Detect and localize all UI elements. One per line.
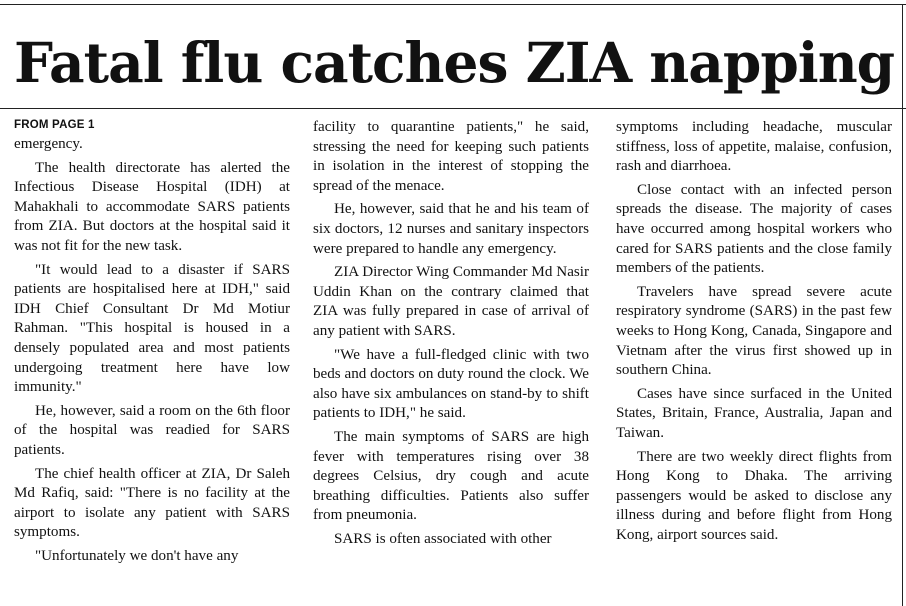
paragraph: ZIA Director Wing Commander Md Nasir Uddin Khan on the contrary claimed that ZIA was fully prepared in case of arrival of any patient with SARS. xyxy=(313,264,589,339)
paragraph: facility to quarantine patients," he said, stressing the need for keeping such patients in isolation in the interest of stopping the spread of the menace. xyxy=(313,119,589,194)
paragraph: "Unfortunately we don't have any xyxy=(35,547,239,564)
paragraph: The chief health officer at ZIA, Dr Saleh Md Rafiq, said: "There is no facility at the airport to isolate any patient with SARS symptoms. xyxy=(14,465,290,541)
column-2 xyxy=(313,118,589,553)
right-edge-rule xyxy=(902,4,903,606)
headline: Fatal flu catches ZIA napping xyxy=(14,30,895,95)
paragraph: He, however, said that he and his team of six doctors, 12 nurses and sanitary inspectors were prepared to handle any emergency. xyxy=(313,201,589,257)
paragraph: "We have a full-fledged clinic with two beds and doctors on duty round the clock. We also have six ambulances on stand-by to shift patients to IDH," he said. xyxy=(313,346,589,422)
paragraph: Close contact with an infected person spreads the disease. The majority of cases have occurred among hospital workers who cared for SARS patients and the close family members of the patients. xyxy=(616,181,892,277)
paragraph: The health directorate has alerted the Infectious Disease Hospital (IDH) at Mahakhali to accommodate SARS patients from ZIA. But doctors at the hospital said it was not fit for the new task. xyxy=(14,159,290,254)
column-1 xyxy=(14,135,290,570)
paragraph: "It would lead to a disaster if SARS patients are hospitalised here at IDH," said IDH Chief Consultant Dr Md Motiur Rahman. "This hospital is housed in a densely populated area and most patients undergoing treatment here have low immunity." xyxy=(14,261,290,396)
paragraph: symptoms including headache, muscular stiffness, loss of appetite, malaise, confusion, rash and diarrhoea. xyxy=(616,119,892,175)
paragraph: SARS is often associated with other xyxy=(334,530,552,547)
paragraph: Travelers have spread severe acute respiratory syndrome (SARS) in the past few weeks to Hong Kong, Canada, Singapore and Vietnam after the virus first showed up in southern China. xyxy=(616,283,892,379)
kicker-from-page-1: FROM PAGE 1 xyxy=(14,119,95,131)
paragraph: emergency. xyxy=(14,136,83,152)
paragraph: Cases have since surfaced in the United States, Britain, France, Australia, Japan and Taiwan. xyxy=(616,385,892,441)
paragraph: The main symptoms of SARS are high fever with temperatures rising over 38 degrees Celsius, dry cough and acute breathing difficulties. Patients also suffer from pneumonia. xyxy=(313,428,589,524)
paragraph: There are two weekly direct flights from Hong Kong to Dhaka. The arriving passengers would be asked to disclose any illness during and before flight from Hong Kong, airport sources said. xyxy=(616,448,892,543)
column-3 xyxy=(616,118,892,549)
top-rule xyxy=(0,4,906,5)
paragraph: He, however, said a room on the 6th floor of the hospital was readied for SARS patients. xyxy=(14,402,290,458)
headline-rule xyxy=(0,108,906,109)
